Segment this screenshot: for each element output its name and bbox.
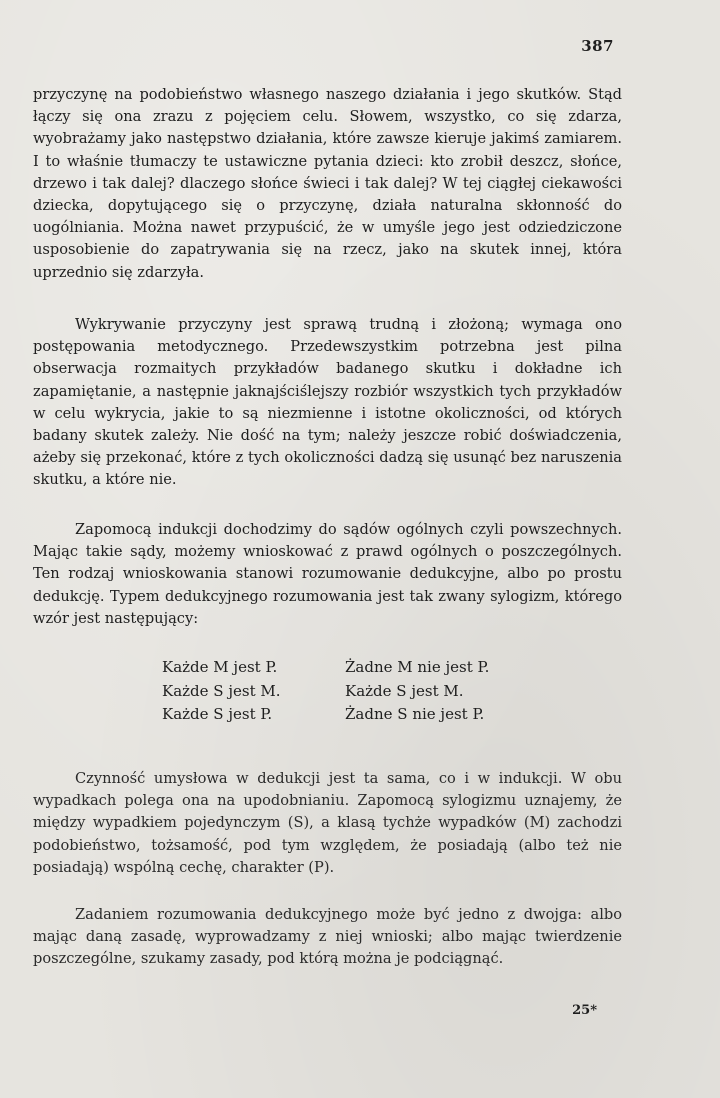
syllogism-conclusion-negative: Żadne S nie jest P.	[345, 705, 485, 723]
paragraph-2-block	[33, 314, 622, 492]
syllogism-minor-premise-negative: Każde S jest M.	[345, 681, 464, 700]
paragraph-2: Wykrywanie przyczyny jest sprawą trudną i złożoną; wymaga ono postępowania metodycznego. Przedewszystkim potrzebna jest pilna obserwacja rozmaitych przykładów badanego skutku i dokładne ich zapamiętanie, a następnie jaknajściślejszy rozbiór wszystkich tych przykładów w celu wykrycia, jakie to są niezmienne i istotne okoliczności, od których badany skutek zależy. Nie dość na tym; należy jeszcze robić doświadczenia, ażeby się przekonać, które z tych okoliczności dadzą się usunąć bez naruszenia skutku, a które nie.	[33, 316, 622, 489]
syllogism-affirmative-column	[162, 656, 281, 727]
paragraph-5-block	[33, 904, 622, 971]
paragraph-1: przyczynę na podobieństwo własnego naszego działania i jego skutków. Stąd łączy się ona zrazu z pojęciem celu. Słowem, wszystko, co się zdarza, wyobrażamy jako następstwo działania, które zawsze kieruje jakimś zamiarem. I to właśnie tłumaczy te ustawiczne pytania dzieci: kto zrobił deszcz, słońce, drzewo i tak dalej? dlaczego słońce świeci i tak dalej? W tej ciągłej ciekawości dziecka, dopytującego się o przyczynę, działa naturalna skłonność do uogólniania. Można nawet przypuścić, że w umyśle jego jest odziedziczone usposobienie do zapatrywania się na rzecz, jako na skutek innej, która uprzednio się zdarzyła.	[33, 86, 622, 281]
paragraph-3-block	[33, 519, 622, 630]
syllogism-conclusion: Każde S jest P.	[162, 705, 273, 723]
paragraph-4: Czynność umysłowa w dedukcji jest ta sama, co i w indukcji. W obu wypadkach polega ona na upodobnianiu. Zapomocą sylogizmu uznajemy, że między wypadkiem pojedynczym (S), a klasą tychże wypadków (M) zachodzi podobieństwo, tożsamość, pod tym względem, że posiadają (albo też nie posiadają) wspólną cechę, charakter (P).	[33, 770, 622, 876]
syllogism-negative-column	[345, 656, 489, 727]
paragraph-1-block	[33, 84, 622, 284]
signature-mark: 25*	[572, 1003, 597, 1018]
syllogism-minor-premise: Każde S jest M.	[162, 681, 281, 700]
syllogism-major-premise-negative: Żadne M nie jest P.	[345, 658, 490, 676]
paragraph-4-block	[33, 768, 622, 879]
syllogism-major-premise: Każde M jest P.	[162, 658, 278, 676]
paragraph-5: Zadaniem rozumowania dedukcyjnego może być jedno z dwojga: albo mając daną zasadę, wyprowadzamy z niej wnioski; albo mając twierdzenie poszczególne, szukamy zasady, pod którą można je podciągnąć.	[33, 906, 622, 968]
paragraph-3: Zapomocą indukcji dochodzimy do sądów ogólnych czyli powszechnych. Mając takie sądy, możemy wnioskować z prawd ogólnych o poszczególnych. Ten rodzaj wnioskowania stanowi rozumowanie dedukcyjne, albo po prostu dedukcję. Typem dedukcyjnego rozumowania jest tak zwany sylogizm, którego wzór jest następujący:	[33, 521, 622, 627]
page-number: 387	[581, 37, 614, 55]
